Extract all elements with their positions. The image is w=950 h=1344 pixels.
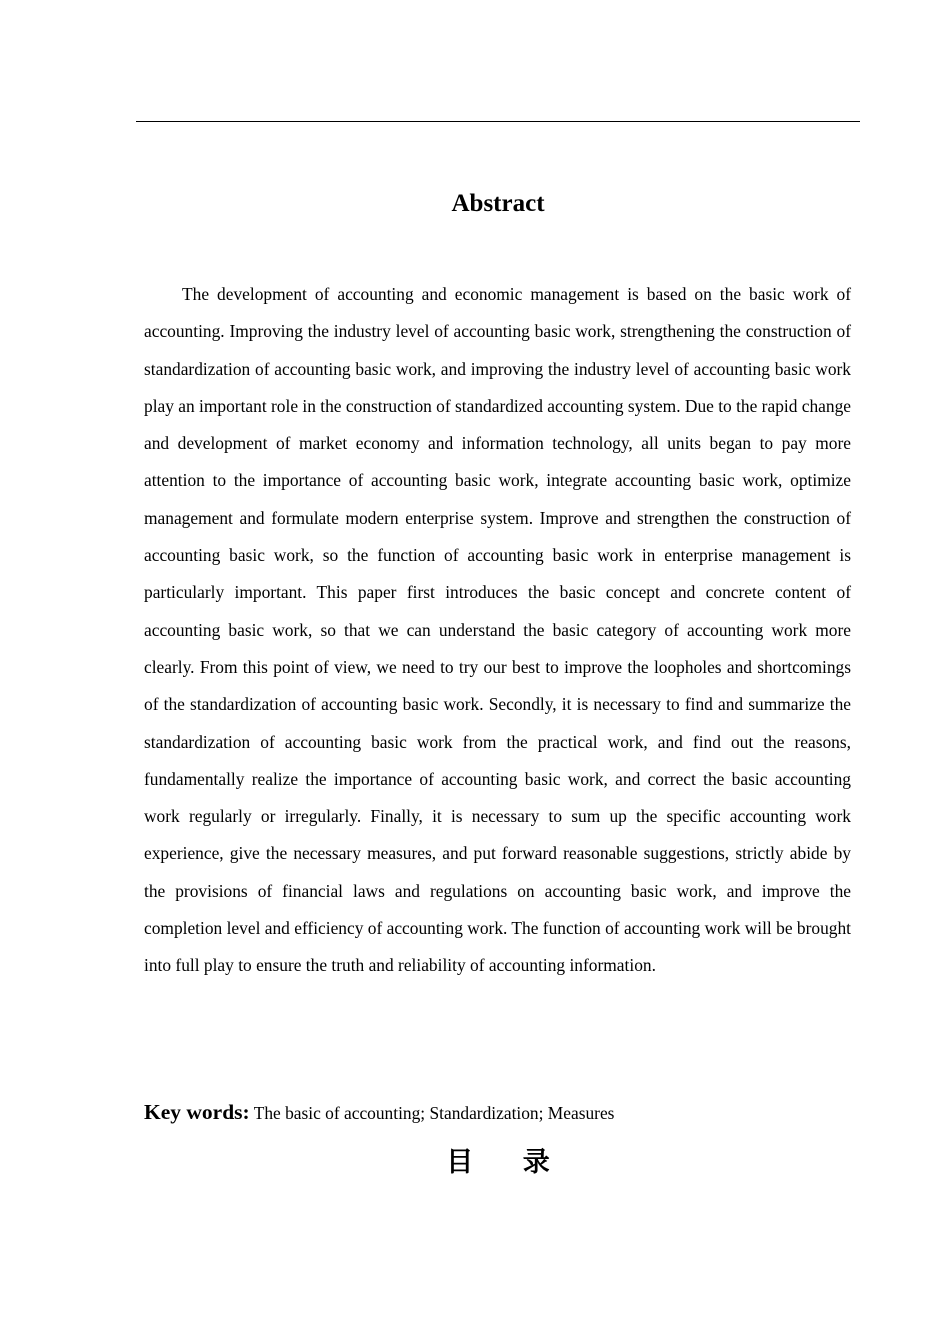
abstract-title: Abstract xyxy=(451,190,545,217)
keywords-label: Key words: xyxy=(144,1100,250,1124)
table-of-contents-title: 目 录 xyxy=(446,1147,550,1178)
abstract-body: The development of accounting and economic management is based on the basic work of accounting. Improving the industry level of accounting basic work, strengthening the construction of standardization of accounting basic work, and improving the industry level of accounting basic work play an important role in the construction of standardized accounting system. Due to the rapid change and development of market economy and information technology, all units began to pay more attention to the importance of accounting basic work, integrate accounting basic work, optimize management and formulate modern enterprise system. Improve and strengthen the construction of accounting basic work, so the function of accounting basic work in enterprise management is particularly important. This paper first introduces the basic concept and concrete content of accounting basic work, so that we can understand the basic category of accounting work more clearly. From this point of view, we need to try our best to improve the loopholes and shortcomings of the standardization of accounting basic work. Secondly, it is necessary to find and summarize the standardization of accounting basic work from the practical work, and find out the reasons, fundamentally realize the importance of accounting basic work, and correct the basic accounting work regularly or irregularly. Finally, it is necessary to sum up the specific accounting work experience, give the necessary measures, and put forward reasonable suggestions, strictly abide by the provisions of financial laws and regulations on accounting basic work, and improve the completion level and efficiency of accounting work. The function of accounting work will be brought into full play to ensure the truth and reliability of accounting information. xyxy=(144,284,852,976)
keywords-value: The basic of accounting; Standardization; Measures xyxy=(253,1103,615,1123)
header-rule xyxy=(136,121,860,122)
keywords-line xyxy=(144,1094,851,1133)
